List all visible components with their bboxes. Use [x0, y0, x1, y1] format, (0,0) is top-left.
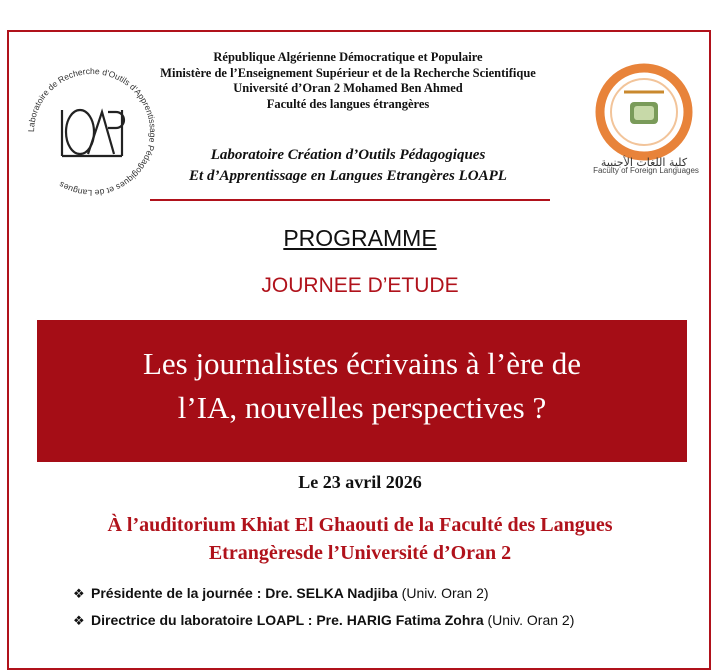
lab-line-1: Laboratoire Création d’Outils Pédagogiques — [210, 147, 486, 163]
faculty-logo — [578, 62, 710, 182]
event-title-line-2: l’IA, nouvelles perspectives ? — [177, 390, 547, 425]
faculty-line: Faculté des langues étrangères — [266, 96, 430, 111]
venue-line-1: À l’auditorium Khiat El Ghaouti de la Faculté des Langues — [107, 514, 613, 536]
faculty-logo-caption: Faculty of Foreign Languages — [593, 166, 699, 175]
institution-header — [118, 50, 578, 112]
organizer-affiliation: (Univ. Oran 2) — [397, 585, 489, 601]
diamond-bullet-icon: ❖ — [73, 586, 85, 601]
svg-text:كلية اللغات الأجنبية: كلية اللغات الأجنبية — [600, 156, 688, 169]
list-item — [73, 607, 713, 634]
event-date: Le 23 avril 2026 — [298, 472, 422, 492]
organizer-role: Directrice du laboratoire LOAPL : Pre. HARIG Fatima Zohra — [91, 612, 484, 628]
organizers-list — [73, 580, 713, 634]
organizer-role: Présidente de la journée : Dre. SELKA Nadjiba — [91, 585, 398, 601]
programme-heading: PROGRAMME — [283, 225, 437, 251]
event-title — [37, 342, 687, 430]
lab-line-2: Et d’Apprentissage en Langues Etrangères LOAPL — [189, 168, 507, 184]
title-banner — [37, 320, 687, 462]
event-type: JOURNEE D’ETUDE — [261, 274, 459, 297]
event-title-line-1: Les journalistes écrivains à l’ère de — [142, 346, 582, 381]
svg-text:Laboratoire de Recherche d'Out: Laboratoire de Recherche d'Outils d'Apprentissage Pédagogiques et de Langues — [25, 65, 159, 199]
university-line: Université d’Oran 2 Mohamed Ben Ahmed — [233, 81, 463, 95]
organizer-affiliation: (Univ. Oran 2) — [483, 612, 575, 628]
header-divider — [150, 199, 550, 201]
diamond-bullet-icon: ❖ — [73, 613, 85, 628]
event-venue — [0, 511, 720, 567]
list-item — [73, 580, 713, 607]
laboratory-title — [118, 145, 578, 187]
venue-line-2: Etrangèresde l’Université d’Oran 2 — [208, 542, 512, 564]
ministry-line: Ministère de l’Enseignement Supérieur et de la Recherche Scientifique — [160, 65, 536, 80]
republic-line: République Algérienne Démocratique et Populaire — [213, 50, 483, 64]
